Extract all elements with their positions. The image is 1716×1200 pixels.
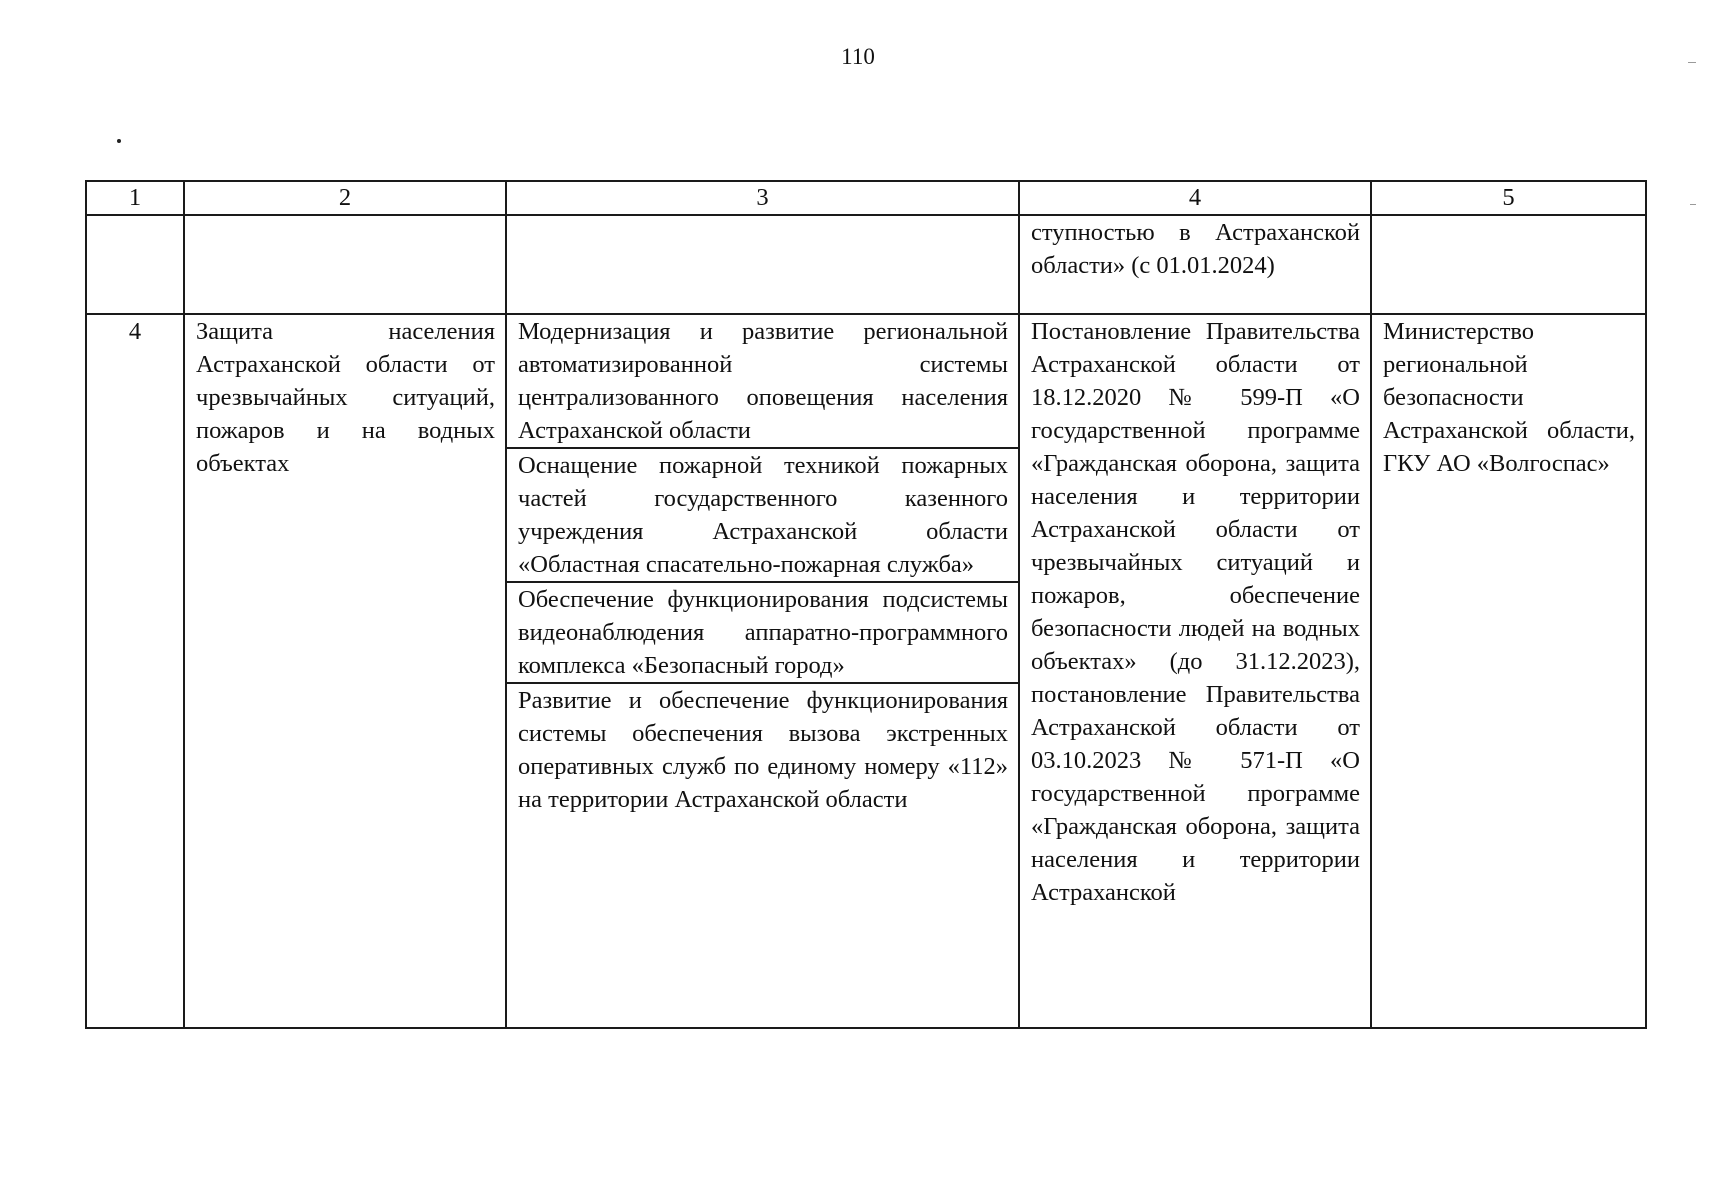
row-number: 4 [86, 314, 184, 1028]
header-col-3: 3 [506, 181, 1019, 215]
continuation-cell-2 [184, 215, 506, 314]
continuation-cell-4 [1019, 215, 1371, 314]
continuation-cell-3 [506, 215, 1019, 314]
program-table [85, 180, 1647, 1029]
basis-text: Постановление Правительства Астраханской области от 18.12.2020 № 599-П «О государственной программе «Гражданская оборона, защита населения и территории Астраханской области от чрезвычайных ситуаций и пожаров, обеспечение безопасности людей на водных объектах» (до 31.12.2023), постановление Правительства Астраханской области от 03.10.2023 № 571-П «О государственной программе «Гражданская оборона, защита населения и территории Астраханской [1031, 318, 1360, 906]
responsible-cell [1371, 314, 1646, 1028]
measure-item: Оснащение пожарной техникой пожарных частей государственного казенного учреждения Астраханской области «Областная спасательно-пожарная служба» [507, 449, 1018, 583]
measures-cell [506, 314, 1019, 1028]
header-col-1: 1 [86, 181, 184, 215]
measure-item: Развитие и обеспечение функционирования системы обеспечения вызова экстренных оперативных служб по единому номеру «112» на территории Астраханской области [518, 687, 1008, 813]
continuation-cell-5 [1371, 215, 1646, 314]
header-col-4: 4 [1019, 181, 1371, 215]
responsible-text: Министерство региональной безопасности Астраханской области, ГКУ АО «Волгоспас» [1383, 318, 1635, 477]
margin-tick-right-top [1688, 62, 1696, 63]
page-number: 110 [841, 44, 875, 69]
measure-item: Обеспечение функционирования подсистемы видеонаблюдения аппаратно-программного комплекса «Безопасный город» [507, 583, 1018, 684]
margin-tick-right-mid [1690, 204, 1696, 205]
header-col-5: 5 [1371, 181, 1646, 215]
table-row [86, 314, 1646, 1028]
header-row [86, 181, 1646, 215]
task-name-text: Защита населения Астраханской области от чрезвычайных ситуаций, пожаров и на водных объектах [196, 318, 495, 477]
scan-speck [117, 139, 121, 143]
measure-item: Модернизация и развитие региональной автоматизированной системы централизованного оповещения населения Астраханской области [507, 315, 1018, 449]
basis-cell [1019, 314, 1371, 1028]
continuation-basis-text: ступностью в Астраханской области» (с 01.01.2024) [1031, 219, 1360, 279]
continuation-cell-1 [86, 215, 184, 314]
header-col-2: 2 [184, 181, 506, 215]
task-name-cell [184, 314, 506, 1028]
continuation-row [86, 215, 1646, 314]
